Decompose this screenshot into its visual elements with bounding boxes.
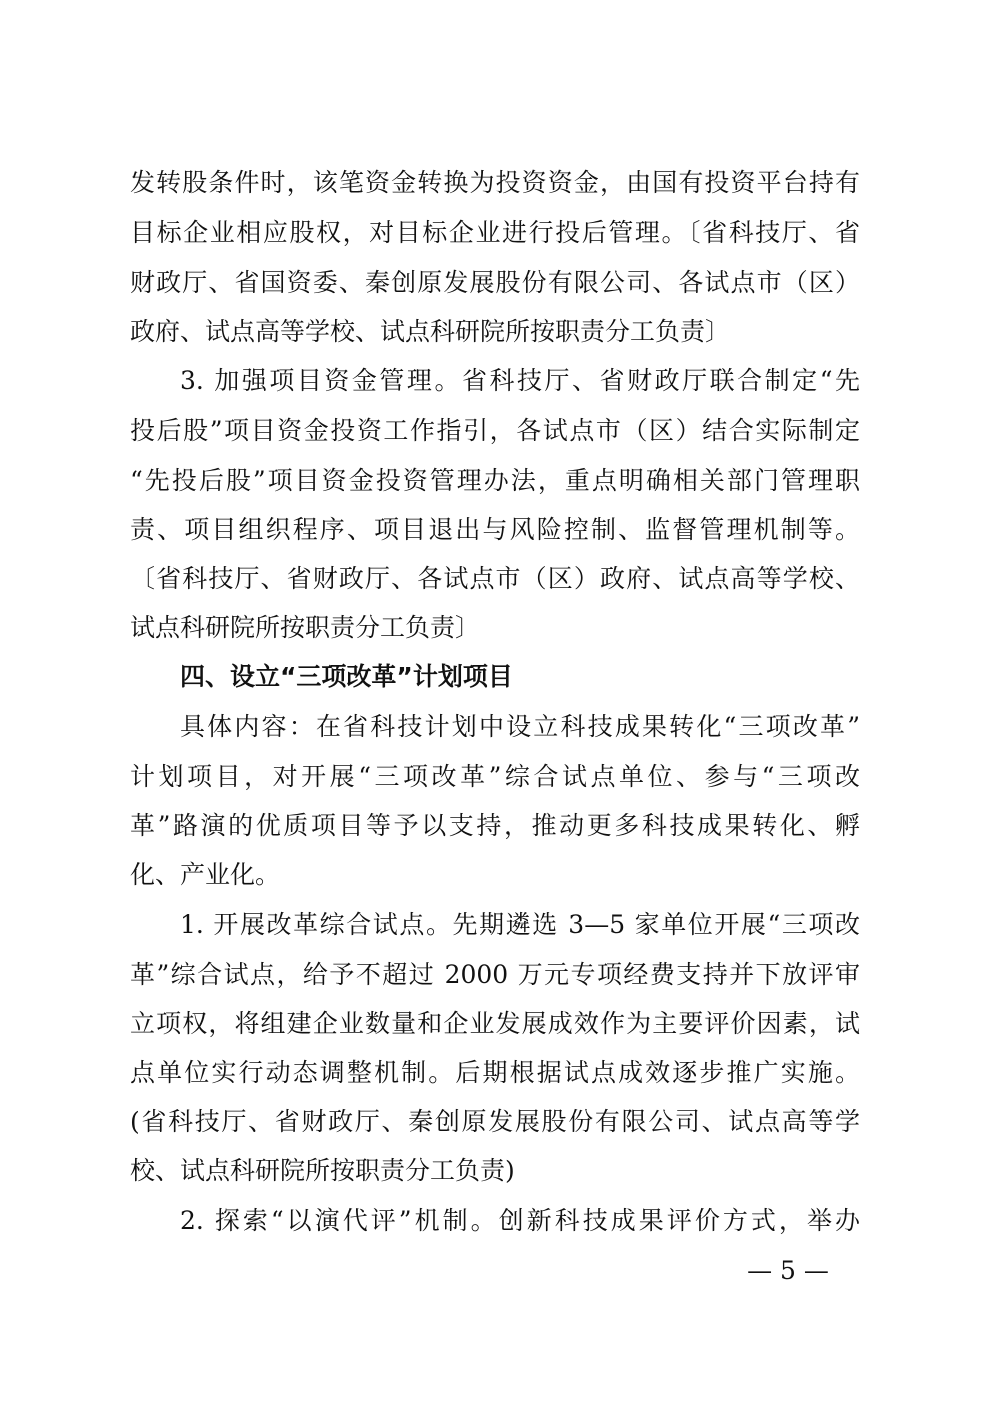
text-line: 计划项目，对开展“三项改革”综合试点单位、参与“三项改	[130, 762, 860, 791]
text-line: 校、试点科研院所按职责分工负责)	[130, 1156, 515, 1185]
text-line: 财政厅、省国资委、秦创原发展股份有限公司、各试点市（区）	[130, 268, 860, 297]
page-number: — 5 —	[747, 1256, 829, 1285]
text-line: 1. 开展改革综合试点。先期遴选 3—5 家单位开展“三项改	[180, 910, 860, 939]
text-line: 目标企业相应股权，对目标企业进行投后管理。〔省科技厅、省	[130, 218, 860, 247]
text-line: 点单位实行动态调整机制。后期根据试点成效逐步推广实施。	[130, 1058, 860, 1087]
text-line: (省科技厅、省财政厅、秦创原发展股份有限公司、试点高等学	[130, 1107, 860, 1136]
text-line: 革”路演的优质项目等予以支持，推动更多科技成果转化、孵	[130, 811, 860, 840]
text-line: 试点科研院所按职责分工负责〕	[130, 613, 481, 642]
text-line: 具体内容：在省科技计划中设立科技成果转化“三项改革”	[180, 712, 860, 741]
text-line: 政府、试点高等学校、试点科研院所按职责分工负责〕	[130, 317, 731, 346]
text-line: 责、项目组织程序、项目退出与风险控制、监督管理机制等。	[130, 515, 860, 544]
text-line: 2. 探索“以演代评”机制。创新科技成果评价方式，举办	[180, 1206, 860, 1235]
text-line: 立项权，将组建企业数量和企业发展成效作为主要评价因素，试	[130, 1009, 860, 1038]
text-line: 化、产业化。	[130, 860, 281, 889]
text-line: “先投后股”项目资金投资管理办法，重点明确相关部门管理职	[130, 466, 860, 495]
text-line: 3. 加强项目资金管理。省科技厅、省财政厅联合制定“先	[180, 366, 860, 395]
text-line: 投后股”项目资金投资工作指引，各试点市（区）结合实际制定	[130, 416, 860, 445]
text-line: 〔省科技厅、省财政厅、各试点市（区）政府、试点高等学校、	[130, 564, 860, 593]
text-line: 发转股条件时，该笔资金转换为投资资金，由国有投资平台持有	[130, 168, 860, 197]
text-line: 革”综合试点，给予不超过 2000 万元专项经费支持并下放评审	[130, 960, 860, 989]
section-heading: 四、设立“三项改革”计划项目	[180, 662, 513, 691]
